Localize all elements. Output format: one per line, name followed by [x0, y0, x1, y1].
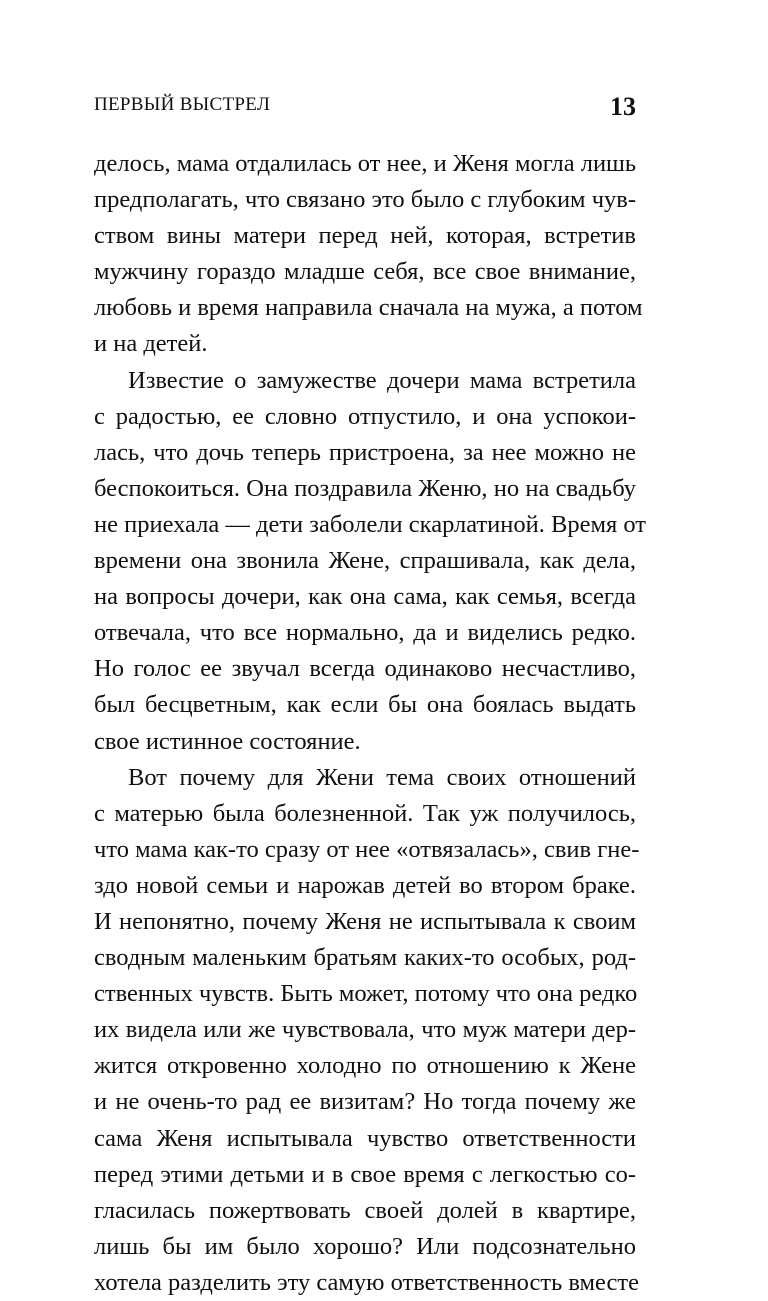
text-line: ством вины матери перед ней, которая, встретив [94, 222, 636, 250]
text-line: беспокоиться. Она поздравила Женю, но на свадьбу [94, 474, 636, 502]
text-line: хотела разделить эту самую ответственность вместе [94, 1268, 639, 1296]
text-line: мужчину гораздо младше себя, все свое внимание, [94, 258, 636, 286]
text-line: перед этими детьми и в свое время с легкостью со- [94, 1160, 636, 1188]
text-line: жится откровенно холодно по отношению к Жене [94, 1052, 636, 1080]
text-line: Вот почему для Жени тема своих отношений [128, 763, 636, 791]
text-line: с радостью, ее словно отпустило, и она успокои- [94, 402, 636, 430]
text-line: на вопросы дочери, как она сама, как семья, всегда [94, 583, 636, 611]
page-number: 13 [610, 92, 636, 121]
text-line: лишь бы им было хорошо? Или подсознательно [94, 1232, 636, 1260]
text-line: что мама как-то сразу от нее «отвязалась», свив гне- [94, 835, 640, 863]
text-line: не приехала — дети заболели скарлатиной. Время от [94, 510, 647, 538]
text-line: и на детей. [94, 330, 208, 358]
text-line: с матерью была болезненной. Так уж получилось, [94, 799, 636, 827]
running-title: ПЕРВЫЙ ВЫСТРЕЛ [94, 94, 271, 115]
text-line: времени она звонила Жене, спрашивала, как дела, [94, 547, 636, 575]
text-line: отвечала, что все нормально, да и виделись редко. [94, 619, 636, 647]
text-line: любовь и время направила сначала на мужа, а потом [94, 294, 643, 322]
text-line: здо новой семьи и нарожав детей во втором браке. [94, 871, 636, 899]
text-line: сама Женя испытывала чувство ответственности [94, 1124, 636, 1152]
text-line: делось, мама отдалилась от нее, и Женя могла лишь [94, 150, 637, 177]
text-line: И непонятно, почему Женя не испытывала к своим [94, 907, 636, 935]
paragraph-1 [94, 146, 643, 363]
text-line: сводным маленьким братьям каких-то особых, род- [94, 944, 636, 972]
text-line: лась, что дочь теперь пристроена, за нее можно не [94, 438, 636, 466]
text-line: Известие о замужестве дочери мама встретила [128, 366, 636, 394]
paragraph-3 [94, 760, 640, 1301]
text-line: Но голос ее звучал всегда одинаково несчастливо, [94, 655, 636, 683]
text-line: был бесцветным, как если бы она боялась выдать [94, 691, 636, 719]
text-line: гласилась пожертвовать своей долей в квартире, [94, 1196, 636, 1224]
text-line: и не очень-то рад ее визитам? Но тогда почему же [94, 1088, 636, 1116]
text-line: их видела или же чувствовала, что муж матери дер- [94, 1016, 636, 1044]
text-line: предполагать, что связано это было с глубоким чув- [94, 186, 636, 214]
body-text [94, 146, 647, 1301]
paragraph-2 [94, 363, 647, 760]
text-line: свое истинное состояние. [94, 727, 361, 755]
text-line: ственных чувств. Быть может, потому что она редко [94, 980, 638, 1008]
